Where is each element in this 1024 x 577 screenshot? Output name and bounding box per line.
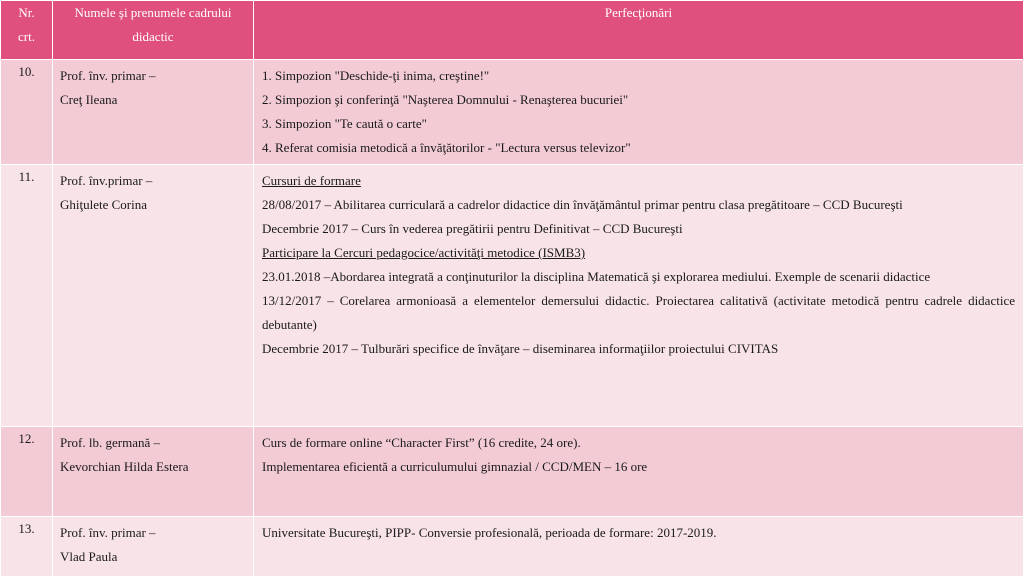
row-name xyxy=(53,165,254,427)
row-nr: 10. xyxy=(1,60,53,165)
name-line: Prof. înv. primar – xyxy=(60,68,156,83)
header-perfectionari xyxy=(254,1,1024,60)
header-name xyxy=(53,1,254,60)
name-line: Ghiţulete Corina xyxy=(60,197,148,212)
detail-line: Universitate Bucureşti, PIPP- Conversie profesională, perioada de formare: 2017-2019. xyxy=(262,525,717,540)
row-detail xyxy=(254,427,1024,517)
header-perf-label: Perfecţionări xyxy=(604,5,673,20)
name-line: Prof. lb. germană – xyxy=(60,435,161,450)
detail-line: 2. Simpozion şi conferinţă "Naşterea Domnului - Renaşterea bucuriei" xyxy=(262,92,629,107)
header-nr-line2: crt. xyxy=(18,29,35,44)
name-line: Prof. înv.primar – xyxy=(60,173,153,188)
detail-line: 3. Simpozion "Te caută o carte" xyxy=(262,116,427,131)
table-row xyxy=(1,427,1024,517)
header-name-line1: Numele şi prenumele cadrului xyxy=(74,5,232,20)
row-nr: 12. xyxy=(1,427,53,517)
row-nr: 13. xyxy=(1,517,53,577)
table-header-row xyxy=(1,1,1024,60)
detail-line: 28/08/2017 – Abilitarea curriculară a cadrelor didactice din învăţământul primar pentru clasa pregătitoare – CCD Bucureşti xyxy=(262,197,903,212)
detail-line: 1. Simpozion "Deschide-ţi inima, creştine!" xyxy=(262,68,490,83)
detail-line: 23.01.2018 –Abordarea integrată a conţinuturilor la disciplina Matematică şi explorarea mediului. Exemple de scenarii didactice xyxy=(262,269,931,284)
row-detail xyxy=(254,517,1024,577)
section-heading: Cursuri de formare xyxy=(262,173,361,188)
detail-line: 13/12/2017 – Corelarea armonioasă a elementelor demersului didactic. Proiectarea calitativă (activitate metodică pentru cadrele didactice debutante) xyxy=(262,293,1015,332)
header-nr-line1: Nr. xyxy=(18,5,35,20)
name-line: Creţ Ileana xyxy=(60,92,118,107)
table-row xyxy=(1,165,1024,427)
row-nr: 11. xyxy=(1,165,53,427)
row-name xyxy=(53,517,254,577)
row-detail xyxy=(254,165,1024,427)
name-line: Prof. înv. primar – xyxy=(60,525,156,540)
detail-line: Decembrie 2017 – Tulburări specifice de învăţare – diseminarea informaţiilor proiectului CIVITAS xyxy=(262,341,779,356)
detail-line: Curs de formare online “Character First” (16 credite, 24 ore). xyxy=(262,435,581,450)
row-detail xyxy=(254,60,1024,165)
name-line: Vlad Paula xyxy=(60,549,118,564)
table-row xyxy=(1,517,1024,577)
name-line: Kevorchian Hilda Estera xyxy=(60,459,189,474)
header-name-line2: didactic xyxy=(132,29,174,44)
header-nr xyxy=(1,1,53,60)
detail-line: Implementarea eficientă a curriculumului gimnazial / CCD/MEN – 16 ore xyxy=(262,459,648,474)
row-name xyxy=(53,427,254,517)
section-heading: Participare la Cercuri pedagocice/activităţi metodice (ISMB3) xyxy=(262,245,586,260)
detail-line: Decembrie 2017 – Curs în vederea pregătirii pentru Definitivat – CCD Bucureşti xyxy=(262,221,683,236)
detail-line: 4. Referat comisia metodică a învăţătorilor - "Lectura versus televizor" xyxy=(262,140,631,155)
table-row xyxy=(1,60,1024,165)
row-name xyxy=(53,60,254,165)
